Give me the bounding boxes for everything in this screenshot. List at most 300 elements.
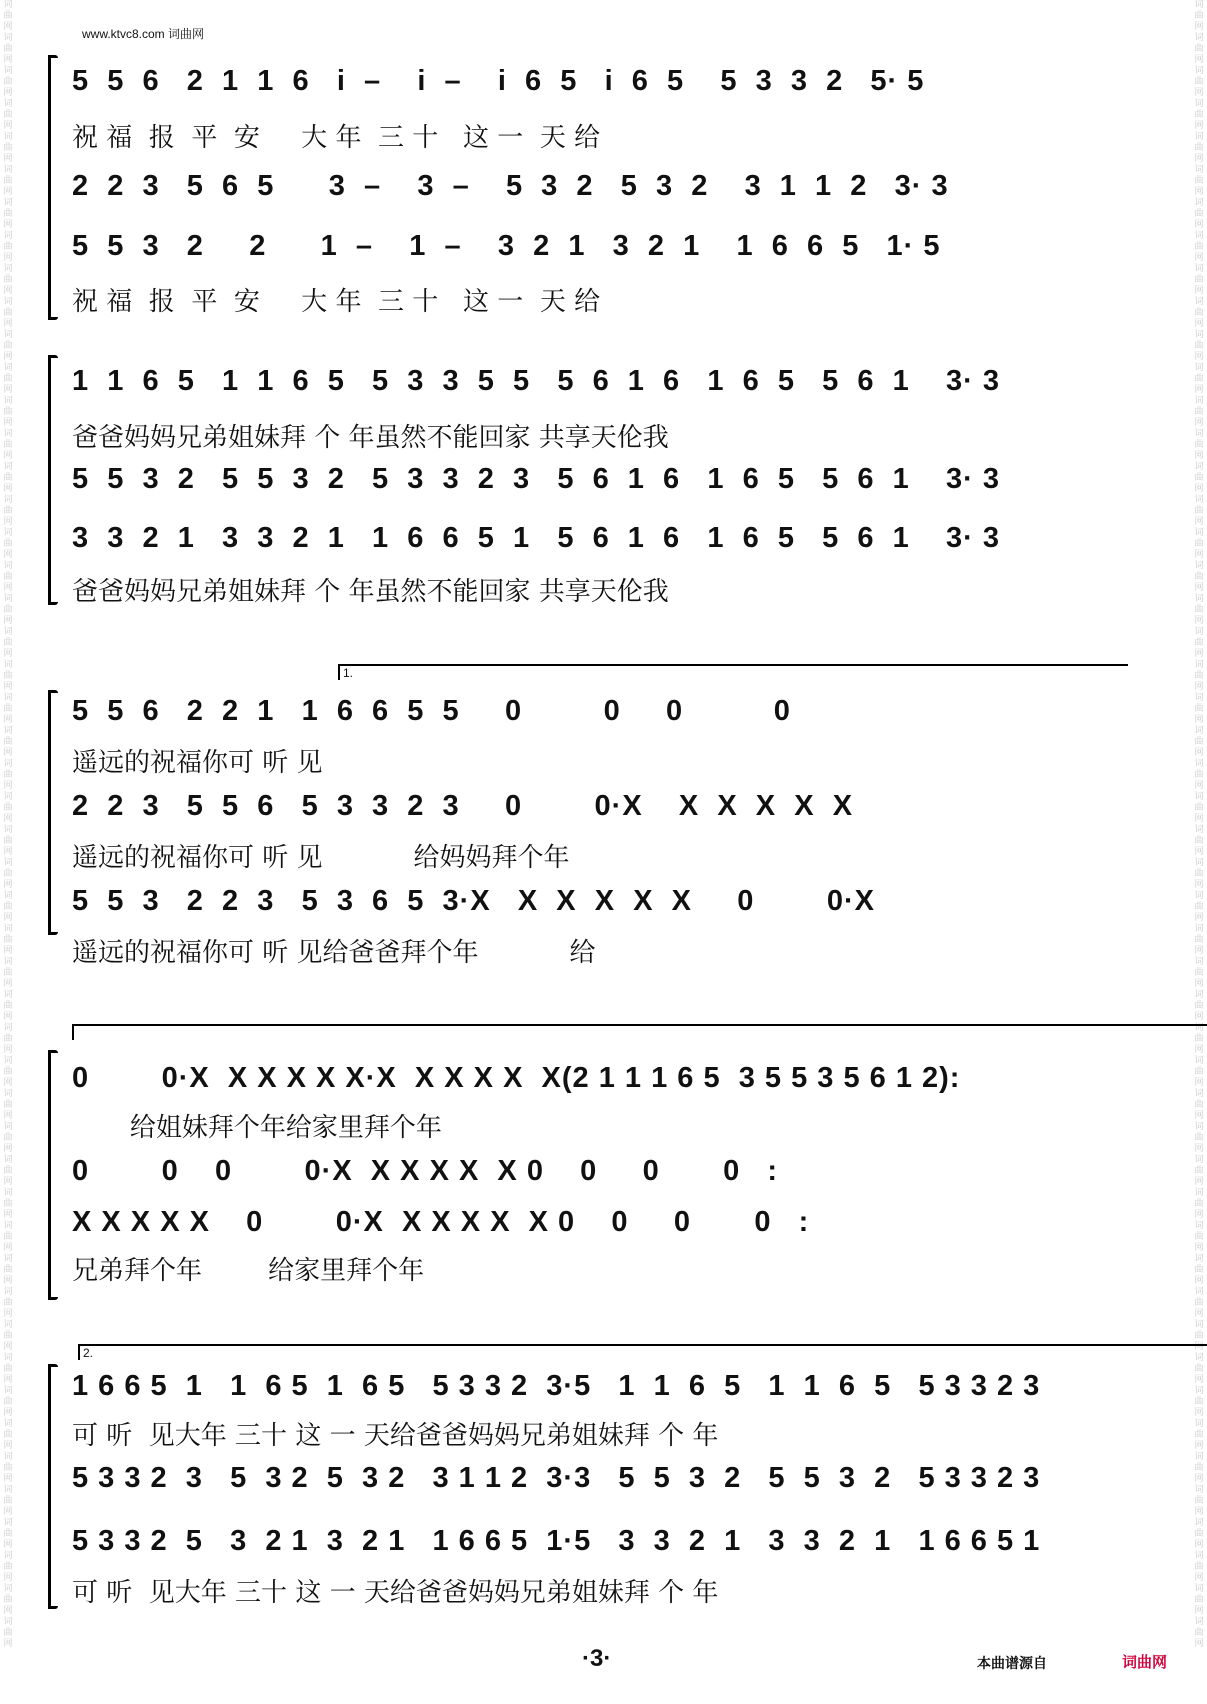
watermark-glyph: 词: [3, 1617, 13, 1627]
watermark-glyph: 词: [1194, 693, 1204, 703]
watermark-glyph: 网: [3, 583, 13, 593]
staff-soprano: 5 5 6 2 2 1 1 6 6 5 5 0 0 0 0: [72, 695, 791, 727]
first-ending-bracket: 1.: [338, 664, 1128, 680]
watermark-glyph: 曲: [1194, 407, 1204, 417]
watermark-glyph: 曲: [3, 836, 13, 846]
watermark-glyph: 曲: [1194, 341, 1204, 351]
watermark-glyph: 曲: [3, 77, 13, 87]
watermark-glyph: 曲: [1194, 968, 1204, 978]
watermark-glyph: 曲: [3, 1265, 13, 1275]
watermark-glyph: 曲: [1194, 242, 1204, 252]
watermark-glyph: 曲: [3, 143, 13, 153]
watermark-glyph: 网: [1194, 286, 1204, 296]
staff-bass: X X X X X 0 0·X X X X X X 0 0 0 0 :: [72, 1206, 810, 1238]
watermark-glyph: 网: [1194, 319, 1204, 329]
watermark-glyph: 网: [3, 1507, 13, 1517]
watermark-glyph: 曲: [3, 803, 13, 813]
watermark-glyph: 网: [1194, 682, 1204, 692]
watermark-glyph: 词: [3, 594, 13, 604]
watermark-glyph: 网: [3, 616, 13, 626]
watermark-glyph: 曲: [3, 506, 13, 516]
watermark-glyph: 词: [1194, 990, 1204, 1000]
watermark-glyph: 曲: [1194, 704, 1204, 714]
watermark-glyph: 网: [1194, 1573, 1204, 1583]
watermark-glyph: 词: [3, 1353, 13, 1363]
watermark-glyph: 曲: [3, 308, 13, 318]
watermark-glyph: 网: [3, 1111, 13, 1121]
watermark-glyph: 曲: [1194, 836, 1204, 846]
watermark-glyph: 词: [3, 891, 13, 901]
watermark-glyph: 网: [3, 1573, 13, 1583]
watermark-glyph: 曲: [3, 902, 13, 912]
site-logo[interactable]: 词曲网: [1122, 1654, 1168, 1671]
watermark-glyph: 曲: [3, 1067, 13, 1077]
watermark-glyph: 词: [1194, 1287, 1204, 1297]
watermark-glyph: 词: [3, 726, 13, 736]
watermark-glyph: 词: [1194, 1617, 1204, 1627]
watermark-glyph: 曲: [1194, 671, 1204, 681]
lyric-line: 遥远的祝福你可 听 见给爸爸拜个年 给: [72, 938, 596, 968]
watermark-glyph: 曲: [1194, 1232, 1204, 1242]
watermark-glyph: 词: [1194, 1023, 1204, 1033]
watermark-glyph: 曲: [1194, 1562, 1204, 1572]
watermark-glyph: 曲: [3, 704, 13, 714]
watermark-glyph: 网: [1194, 1111, 1204, 1121]
watermark-glyph: 词: [1194, 330, 1204, 340]
watermark-glyph: 词: [3, 528, 13, 538]
watermark-glyph: 词: [1194, 495, 1204, 505]
watermark-glyph: 曲: [3, 1166, 13, 1176]
watermark-glyph: 曲: [1194, 605, 1204, 615]
watermark-glyph: 网: [3, 1540, 13, 1550]
watermark-glyph: 网: [3, 1309, 13, 1319]
watermark-glyph: 词: [1194, 33, 1204, 43]
watermark-glyph: 网: [3, 1276, 13, 1286]
watermark-glyph: 网: [3, 649, 13, 659]
staff-alto: 5 3 3 2 3 5 3 2 5 3 2 3 1 1 2 3·3 5 5 3 2 5 5 3 2 5 3 3 2 3: [72, 1462, 1041, 1494]
watermark-glyph: 曲: [3, 1496, 13, 1506]
watermark-glyph: 词: [1194, 0, 1204, 10]
staff-alto: 0 0 0 0·X X X X X X 0 0 0 0 :: [72, 1155, 779, 1187]
lyric-line: 遥远的祝福你可 听 见 给妈妈拜个年: [72, 843, 570, 873]
watermark-glyph: 曲: [1194, 1133, 1204, 1143]
page-number: ·3·: [582, 1645, 612, 1672]
watermark-glyph: 词: [3, 1188, 13, 1198]
watermark-glyph: 网: [3, 286, 13, 296]
watermark-glyph: 网: [3, 220, 13, 230]
watermark-glyph: 网: [3, 319, 13, 329]
watermark-glyph: 词: [3, 627, 13, 637]
score-system-2: [48, 355, 1158, 605]
watermark-glyph: 词: [1194, 726, 1204, 736]
watermark-glyph: 词: [1194, 792, 1204, 802]
watermark-glyph: 词: [3, 1287, 13, 1297]
watermark-glyph: 词: [1194, 1452, 1204, 1462]
watermark-glyph: 曲: [1194, 803, 1204, 813]
watermark-glyph: 词: [3, 1089, 13, 1099]
watermark-glyph: 词: [1194, 627, 1204, 637]
watermark-glyph: 词: [3, 396, 13, 406]
watermark-glyph: 词: [1194, 264, 1204, 274]
watermark-glyph: 网: [3, 913, 13, 923]
watermark-glyph: 曲: [1194, 275, 1204, 285]
watermark-glyph: 网: [1194, 748, 1204, 758]
watermark-glyph: 曲: [3, 1034, 13, 1044]
right-watermark-strip: [1192, 0, 1206, 1704]
watermark-glyph: 网: [3, 1078, 13, 1088]
watermark-glyph: 网: [3, 1474, 13, 1484]
watermark-glyph: 曲: [3, 605, 13, 615]
watermark-glyph: 词: [1194, 858, 1204, 868]
watermark-glyph: 词: [1194, 660, 1204, 670]
watermark-glyph: 词: [3, 1023, 13, 1033]
watermark-glyph: 词: [1194, 165, 1204, 175]
watermark-glyph: 词: [3, 462, 13, 472]
watermark-glyph: 词: [3, 825, 13, 835]
watermark-glyph: 词: [1194, 429, 1204, 439]
watermark-glyph: 词: [3, 132, 13, 142]
watermark-glyph: 网: [1194, 484, 1204, 494]
watermark-glyph: 曲: [1194, 902, 1204, 912]
watermark-glyph: 网: [1194, 946, 1204, 956]
watermark-glyph: 词: [3, 0, 13, 10]
watermark-glyph: 词: [1194, 198, 1204, 208]
watermark-glyph: 网: [1194, 1639, 1204, 1649]
source-label: 本曲谱源自: [977, 1655, 1047, 1671]
watermark-glyph: 词: [1194, 825, 1204, 835]
watermark-glyph: 网: [1194, 1408, 1204, 1418]
watermark-glyph: 词: [1194, 759, 1204, 769]
lyric-line: 祝 福 报 平 安 大 年 三 十 这 一 天 给: [72, 123, 601, 153]
watermark-glyph: 网: [3, 715, 13, 725]
watermark-glyph: 曲: [3, 11, 13, 21]
lyric-line: 可 听 见大年 三十 这 一 天给爸爸妈妈兄弟姐妹拜 个 年: [72, 1578, 719, 1608]
site-url: www.ktvc8.com 词曲网: [82, 27, 205, 41]
watermark-glyph: 曲: [1194, 1628, 1204, 1638]
watermark-glyph: 网: [1194, 781, 1204, 791]
system-brace: [48, 355, 57, 605]
watermark-glyph: 网: [3, 1375, 13, 1385]
watermark-glyph: 词: [1194, 924, 1204, 934]
watermark-glyph: 曲: [1194, 770, 1204, 780]
watermark-glyph: 曲: [1194, 638, 1204, 648]
staff-alto: 2 2 3 5 6 5 3 – 3 – 5 3 2 5 3 2 3 1 1 2 3· 3: [72, 170, 949, 202]
watermark-glyph: 网: [3, 550, 13, 560]
watermark-glyph: 网: [1194, 583, 1204, 593]
watermark-glyph: 曲: [3, 1529, 13, 1539]
watermark-glyph: 网: [1194, 352, 1204, 362]
watermark-glyph: 词: [3, 99, 13, 109]
staff-soprano: 5 5 6 2 1 1 6 i – i – i 6 5 i 6 5 5 3 3 2 5· 5: [72, 65, 925, 97]
watermark-glyph: 网: [3, 979, 13, 989]
watermark-glyph: 词: [3, 1584, 13, 1594]
watermark-glyph: 词: [3, 1452, 13, 1462]
watermark-glyph: 网: [1194, 1342, 1204, 1352]
watermark-glyph: 网: [3, 1012, 13, 1022]
watermark-glyph: 网: [3, 187, 13, 197]
watermark-glyph: 曲: [3, 869, 13, 879]
watermark-glyph: 词: [1194, 297, 1204, 307]
watermark-glyph: 网: [3, 385, 13, 395]
watermark-glyph: 曲: [3, 1100, 13, 1110]
watermark-glyph: 词: [3, 561, 13, 571]
lyric-line: 遥远的祝福你可 听 见: [72, 748, 323, 778]
watermark-glyph: 曲: [1194, 209, 1204, 219]
watermark-glyph: 曲: [1194, 539, 1204, 549]
watermark-glyph: 曲: [3, 935, 13, 945]
watermark-glyph: 网: [1194, 616, 1204, 626]
watermark-glyph: 曲: [1194, 11, 1204, 21]
watermark-glyph: 曲: [3, 671, 13, 681]
watermark-glyph: 曲: [1194, 1265, 1204, 1275]
watermark-glyph: 网: [1194, 121, 1204, 131]
watermark-glyph: 词: [1194, 1188, 1204, 1198]
watermark-glyph: 曲: [1194, 308, 1204, 318]
watermark-glyph: 词: [1194, 1320, 1204, 1330]
watermark-glyph: 曲: [1194, 572, 1204, 582]
watermark-glyph: 网: [1194, 979, 1204, 989]
watermark-glyph: 词: [3, 330, 13, 340]
watermark-glyph: 网: [1194, 1078, 1204, 1088]
watermark-glyph: 曲: [1194, 1100, 1204, 1110]
watermark-glyph: 曲: [1194, 935, 1204, 945]
watermark-glyph: 曲: [3, 539, 13, 549]
score-system-4: [48, 1020, 1158, 1285]
watermark-glyph: 曲: [1194, 1034, 1204, 1044]
watermark-glyph: 曲: [3, 44, 13, 54]
watermark-glyph: 网: [3, 121, 13, 131]
watermark-glyph: 网: [1194, 913, 1204, 923]
watermark-glyph: 曲: [3, 473, 13, 483]
watermark-glyph: 曲: [3, 407, 13, 417]
watermark-glyph: 词: [1194, 561, 1204, 571]
watermark-glyph: 网: [1194, 1375, 1204, 1385]
watermark-glyph: 词: [3, 924, 13, 934]
watermark-glyph: 词: [3, 957, 13, 967]
watermark-glyph: 网: [3, 55, 13, 65]
watermark-glyph: 词: [3, 1221, 13, 1231]
watermark-glyph: 词: [3, 1419, 13, 1429]
watermark-glyph: 曲: [1194, 1199, 1204, 1209]
watermark-glyph: 词: [3, 1518, 13, 1528]
watermark-glyph: 词: [3, 792, 13, 802]
watermark-glyph: 曲: [1194, 1430, 1204, 1440]
watermark-glyph: 曲: [3, 1199, 13, 1209]
watermark-glyph: 网: [3, 781, 13, 791]
watermark-glyph: 词: [3, 165, 13, 175]
watermark-glyph: 词: [1194, 594, 1204, 604]
watermark-glyph: 网: [3, 1243, 13, 1253]
watermark-glyph: 曲: [1194, 110, 1204, 120]
watermark-glyph: 网: [1194, 220, 1204, 230]
watermark-glyph: 曲: [1194, 869, 1204, 879]
watermark-glyph: 网: [3, 682, 13, 692]
watermark-glyph: 曲: [1194, 176, 1204, 186]
watermark-glyph: 曲: [3, 440, 13, 450]
watermark-glyph: 词: [3, 759, 13, 769]
watermark-glyph: 曲: [3, 341, 13, 351]
watermark-glyph: 曲: [3, 1364, 13, 1374]
watermark-glyph: 词: [1194, 528, 1204, 538]
watermark-glyph: 曲: [3, 1133, 13, 1143]
watermark-glyph: 网: [1194, 1606, 1204, 1616]
watermark-glyph: 曲: [1194, 77, 1204, 87]
watermark-glyph: 曲: [3, 572, 13, 582]
watermark-glyph: 曲: [3, 1463, 13, 1473]
watermark-glyph: 曲: [3, 242, 13, 252]
watermark-glyph: 网: [1194, 88, 1204, 98]
lyric-line: 爸爸妈妈兄弟姐妹拜 个 年虽然不能回家 共享天伦我: [72, 423, 669, 453]
watermark-glyph: 词: [1194, 462, 1204, 472]
watermark-glyph: 网: [3, 880, 13, 890]
watermark-glyph: 词: [3, 693, 13, 703]
watermark-glyph: 网: [3, 22, 13, 32]
watermark-glyph: 词: [3, 1254, 13, 1264]
system-brace: [48, 1364, 57, 1609]
score-system-5: [48, 1340, 1158, 1625]
watermark-glyph: 曲: [1194, 1595, 1204, 1605]
watermark-glyph: 曲: [1194, 1331, 1204, 1341]
watermark-glyph: 曲: [3, 968, 13, 978]
watermark-glyph: 词: [3, 363, 13, 373]
watermark-glyph: 网: [1194, 55, 1204, 65]
watermark-glyph: 词: [1194, 1518, 1204, 1528]
watermark-glyph: 网: [1194, 814, 1204, 824]
staff-soprano: 0 0·X X X X X X·X X X X X X(2 1 1 1 6 5 3 5 5 3 5 6 1 2):: [72, 1062, 961, 1094]
watermark-glyph: 词: [3, 495, 13, 505]
watermark-glyph: 网: [1194, 1177, 1204, 1187]
watermark-glyph: 曲: [1194, 1166, 1204, 1176]
watermark-glyph: 网: [1194, 1276, 1204, 1286]
watermark-glyph: 曲: [3, 1232, 13, 1242]
watermark-glyph: 曲: [1194, 1298, 1204, 1308]
staff-soprano: 1 1 6 5 1 1 6 5 5 3 3 5 5 5 6 1 6 1 6 5 5 6 1 3· 3: [72, 365, 1000, 397]
system-brace: [48, 690, 57, 935]
watermark-glyph: 词: [1194, 1386, 1204, 1396]
watermark-glyph: 网: [3, 1639, 13, 1649]
watermark-glyph: 曲: [3, 374, 13, 384]
watermark-glyph: 网: [3, 1342, 13, 1352]
watermark-glyph: 词: [3, 198, 13, 208]
watermark-glyph: 网: [1194, 715, 1204, 725]
watermark-glyph: 词: [3, 1551, 13, 1561]
watermark-glyph: 词: [1194, 1353, 1204, 1363]
watermark-glyph: 词: [1194, 1485, 1204, 1495]
watermark-glyph: 词: [1194, 1254, 1204, 1264]
watermark-glyph: 网: [1194, 1540, 1204, 1550]
watermark-glyph: 曲: [3, 1001, 13, 1011]
watermark-glyph: 曲: [1194, 374, 1204, 384]
watermark-glyph: 网: [1194, 517, 1204, 527]
watermark-glyph: 网: [1194, 418, 1204, 428]
staff-bass: 5 3 3 2 5 3 2 1 3 2 1 1 6 6 5 1·5 3 3 2 1 3 3 2 1 1 6 6 5 1: [72, 1525, 1041, 1557]
watermark-glyph: 网: [3, 352, 13, 362]
watermark-glyph: 网: [3, 517, 13, 527]
watermark-glyph: 词: [1194, 1221, 1204, 1231]
watermark-glyph: 网: [1194, 22, 1204, 32]
watermark-glyph: 曲: [3, 275, 13, 285]
watermark-glyph: 词: [1194, 1551, 1204, 1561]
watermark-glyph: 曲: [1194, 506, 1204, 516]
score-system-1: [48, 55, 1158, 320]
watermark-glyph: 词: [3, 1056, 13, 1066]
watermark-glyph: 网: [3, 88, 13, 98]
watermark-glyph: 词: [3, 1122, 13, 1132]
watermark-glyph: 词: [3, 297, 13, 307]
watermark-glyph: 网: [1194, 880, 1204, 890]
watermark-glyph: 曲: [3, 770, 13, 780]
watermark-glyph: 曲: [1194, 737, 1204, 747]
staff-alto: 2 2 3 5 5 6 5 3 3 2 3 0 0·X X X X X X: [72, 790, 854, 822]
watermark-glyph: 网: [3, 1144, 13, 1154]
watermark-glyph: 网: [3, 1441, 13, 1451]
watermark-glyph: 网: [1194, 1210, 1204, 1220]
watermark-glyph: 曲: [1194, 440, 1204, 450]
watermark-glyph: 网: [3, 1210, 13, 1220]
watermark-glyph: 词: [1194, 1155, 1204, 1165]
watermark-glyph: 网: [1194, 1309, 1204, 1319]
watermark-glyph: 网: [1194, 649, 1204, 659]
watermark-glyph: 网: [3, 253, 13, 263]
watermark-glyph: 词: [1194, 1056, 1204, 1066]
watermark-glyph: 网: [1194, 187, 1204, 197]
watermark-glyph: 网: [1194, 550, 1204, 560]
watermark-glyph: 曲: [3, 1628, 13, 1638]
left-watermark-strip: [1, 0, 15, 1704]
watermark-glyph: 词: [1194, 66, 1204, 76]
watermark-glyph: 词: [3, 33, 13, 43]
staff-bass: 3 3 2 1 3 3 2 1 1 6 6 5 1 5 6 1 6 1 6 5 5 6 1 3· 3: [72, 522, 1000, 554]
watermark-glyph: 网: [1194, 1441, 1204, 1451]
watermark-glyph: 网: [3, 1408, 13, 1418]
staff-bass: 5 5 3 2 2 3 5 3 6 5 3·X X X X X X 0 0·X: [72, 885, 876, 917]
watermark-glyph: 词: [1194, 891, 1204, 901]
watermark-glyph: 词: [3, 231, 13, 241]
watermark-glyph: 网: [3, 451, 13, 461]
watermark-glyph: 曲: [1194, 1067, 1204, 1077]
watermark-glyph: 词: [3, 429, 13, 439]
repeat-bracket: [72, 1024, 1207, 1040]
watermark-glyph: 网: [1194, 1474, 1204, 1484]
watermark-glyph: 词: [1194, 132, 1204, 142]
watermark-glyph: 网: [3, 748, 13, 758]
watermark-glyph: 词: [1194, 1089, 1204, 1099]
watermark-glyph: 网: [3, 1177, 13, 1187]
watermark-glyph: 网: [1194, 154, 1204, 164]
watermark-glyph: 网: [3, 484, 13, 494]
watermark-glyph: 词: [1194, 231, 1204, 241]
watermark-glyph: 网: [1194, 847, 1204, 857]
lyric-line: 兄弟拜个年 给家里拜个年: [72, 1256, 425, 1286]
watermark-glyph: 词: [1194, 99, 1204, 109]
watermark-glyph: 曲: [3, 176, 13, 186]
watermark-glyph: 曲: [3, 1298, 13, 1308]
watermark-glyph: 词: [3, 660, 13, 670]
watermark-glyph: 词: [3, 1155, 13, 1165]
watermark-glyph: 词: [1194, 1584, 1204, 1594]
watermark-glyph: 词: [3, 1320, 13, 1330]
watermark-glyph: 曲: [3, 110, 13, 120]
watermark-glyph: 词: [3, 990, 13, 1000]
watermark-glyph: 词: [1194, 1122, 1204, 1132]
watermark-glyph: 曲: [1194, 1496, 1204, 1506]
score-system-3: [48, 660, 1158, 968]
watermark-glyph: 网: [1194, 1045, 1204, 1055]
watermark-glyph: 曲: [3, 1430, 13, 1440]
watermark-glyph: 词: [1194, 957, 1204, 967]
watermark-glyph: 网: [3, 154, 13, 164]
second-ending-bracket: 2.: [78, 1344, 1207, 1360]
